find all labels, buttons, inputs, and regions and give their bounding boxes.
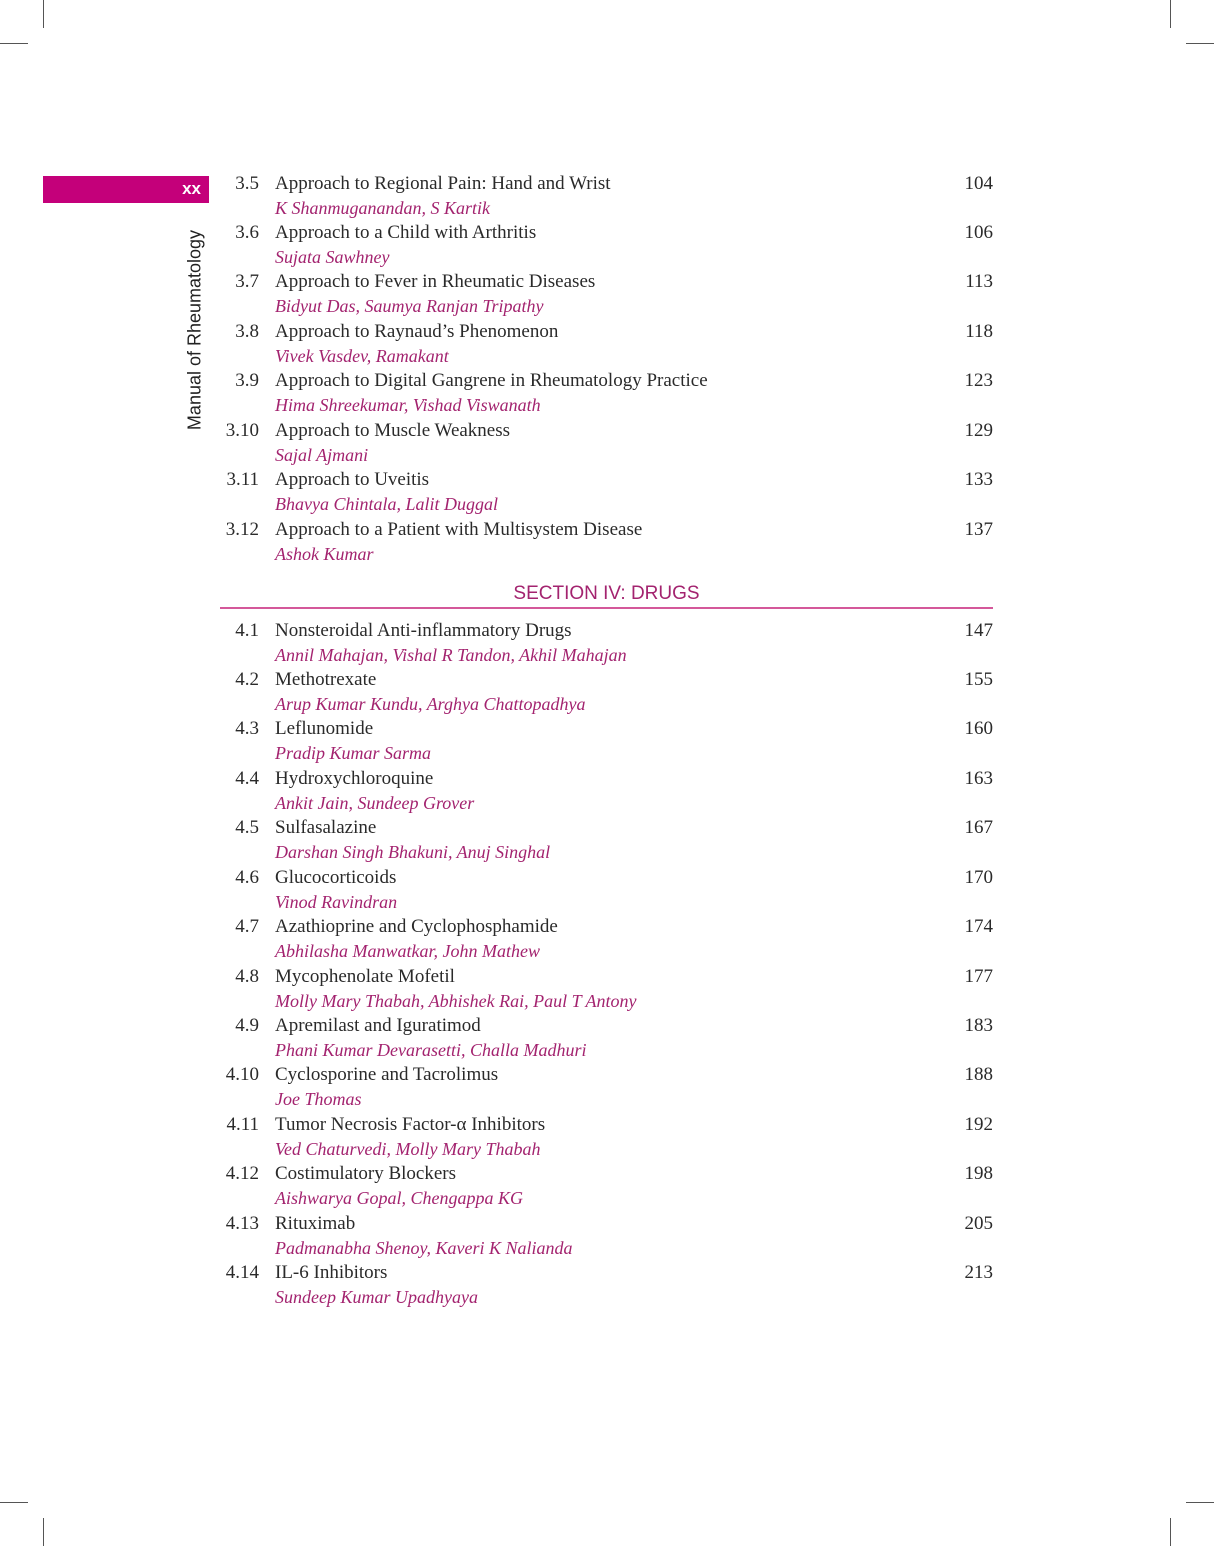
section-heading: SECTION IV: DRUGS xyxy=(513,583,700,604)
chapter-authors: Pradip Kumar Sarma xyxy=(275,743,432,764)
chapter-title: Hydroxychloroquine xyxy=(275,767,434,789)
toc-entry[interactable] xyxy=(220,766,993,815)
crop-mark xyxy=(1186,43,1214,44)
chapter-title: Nonsteroidal Anti-inflammatory Drugs xyxy=(275,619,572,641)
chapter-title: Approach to Digital Gangrene in Rheumatology Practice xyxy=(275,370,708,392)
chapter-number: 3.10 xyxy=(225,419,259,441)
toc-entry[interactable] xyxy=(220,914,993,963)
page-number: 183 xyxy=(964,1015,993,1036)
chapter-authors: Bhavya Chintala, Lalit Duggal xyxy=(275,494,498,515)
chapter-authors: Vivek Vasdev, Ramakant xyxy=(275,345,449,366)
page-number: 160 xyxy=(964,718,993,740)
page-number: 123 xyxy=(964,370,993,392)
toc-entry[interactable] xyxy=(220,319,993,368)
crop-mark xyxy=(43,1518,44,1546)
page-number: 170 xyxy=(964,866,993,888)
page-number: 133 xyxy=(964,469,993,491)
chapter-number: 3.5 xyxy=(235,172,259,194)
toc-entry[interactable] xyxy=(220,865,993,914)
chapter-number: 4.1 xyxy=(235,619,259,641)
chapter-title: Approach to Uveitis xyxy=(275,469,430,491)
chapter-number: 4.11 xyxy=(226,1113,259,1135)
chapter-title: Approach to Regional Pain: Hand and Wrist xyxy=(275,172,611,194)
chapter-number: 4.2 xyxy=(235,668,259,690)
chapter-title: Approach to Muscle Weakness xyxy=(275,419,511,441)
toc-entry[interactable] xyxy=(220,815,993,864)
chapter-number: 4.14 xyxy=(225,1262,259,1284)
page-number: 147 xyxy=(964,619,993,641)
chapter-authors: Abhilasha Manwatkar, John Mathew xyxy=(275,941,540,962)
page-number: 129 xyxy=(964,419,993,441)
crop-mark xyxy=(1170,0,1171,28)
chapter-title: Methotrexate xyxy=(275,668,377,690)
page-number: 104 xyxy=(964,172,993,194)
folio-tab xyxy=(43,176,209,203)
chapter-authors: Ankit Jain, Sundeep Grover xyxy=(275,792,475,813)
chapter-number: 4.9 xyxy=(235,1015,259,1036)
chapter-authors: Hima Shreekumar, Vishad Viswanath xyxy=(275,395,541,416)
chapter-authors: K Shanmuganandan, S Kartik xyxy=(275,197,491,218)
chapter-title: Rituximab xyxy=(275,1212,356,1234)
page-number: 205 xyxy=(964,1212,993,1234)
toc-entry[interactable] xyxy=(220,269,993,318)
toc-entry[interactable] xyxy=(220,418,993,467)
chapter-number: 4.6 xyxy=(235,866,259,888)
chapter-title: Mycophenolate Mofetil xyxy=(275,965,455,987)
chapter-title: Sulfasalazine xyxy=(275,817,377,839)
toc-section-3 xyxy=(220,171,993,567)
chapter-number: 4.8 xyxy=(235,965,259,987)
chapter-title: Approach to Fever in Rheumatic Diseases xyxy=(275,271,596,293)
chapter-authors: Sujata Sawhney xyxy=(275,246,390,267)
chapter-number: 4.3 xyxy=(235,718,259,740)
toc-entry[interactable] xyxy=(220,467,993,516)
chapter-title: IL-6 Inhibitors xyxy=(275,1262,388,1284)
chapter-number: 4.4 xyxy=(235,767,259,789)
chapter-title: Glucocorticoids xyxy=(275,866,397,888)
page-number: 192 xyxy=(964,1113,993,1135)
chapter-number: 3.11 xyxy=(226,469,259,491)
chapter-authors: Darshan Singh Bhakuni, Anuj Singhal xyxy=(275,842,551,863)
toc-entry[interactable] xyxy=(220,171,993,220)
page-number: 177 xyxy=(964,965,993,987)
chapter-number: 3.8 xyxy=(235,320,259,342)
chapter-title: Leflunomide xyxy=(275,718,374,740)
chapter-number: 4.13 xyxy=(225,1212,259,1234)
chapter-authors: Sundeep Kumar Upadhyaya xyxy=(275,1287,478,1308)
page-number: 167 xyxy=(964,817,993,839)
toc-entry[interactable] xyxy=(220,1112,993,1161)
chapter-title: Azathioprine and Cyclophosphamide xyxy=(275,916,558,938)
crop-mark xyxy=(1186,1502,1214,1503)
chapter-authors: Arup Kumar Kundu, Arghya Chattopadhya xyxy=(275,693,586,714)
page-number: 113 xyxy=(965,271,993,293)
page-number: 137 xyxy=(964,518,993,540)
chapter-number: 3.9 xyxy=(235,370,259,392)
chapter-number: 4.7 xyxy=(235,916,259,938)
chapter-authors: Joe Thomas xyxy=(275,1089,362,1110)
chapter-authors: Bidyut Das, Saumya Ranjan Tripathy xyxy=(275,296,544,317)
chapter-authors: Aishwarya Gopal, Chengappa KG xyxy=(275,1188,524,1209)
chapter-authors: Ved Chaturvedi, Molly Mary Thabah xyxy=(275,1138,541,1159)
toc-entry[interactable] xyxy=(220,1211,993,1260)
page-number: 213 xyxy=(964,1262,993,1284)
chapter-title: Costimulatory Blockers xyxy=(275,1163,457,1185)
toc-entry[interactable] xyxy=(220,220,993,269)
chapter-authors: Ashok Kumar xyxy=(275,543,374,564)
chapter-authors: Vinod Ravindran xyxy=(275,891,398,912)
toc-entry[interactable] xyxy=(220,716,993,765)
chapter-title: Approach to a Child with Arthritis xyxy=(275,221,537,243)
page-folio: xx xyxy=(182,179,201,198)
chapter-number: 4.10 xyxy=(225,1064,259,1086)
crop-mark xyxy=(0,1502,28,1503)
crop-mark xyxy=(43,0,44,28)
page-number: 106 xyxy=(964,221,993,243)
chapter-number: 3.7 xyxy=(235,271,259,293)
page-number: 198 xyxy=(964,1163,993,1185)
toc-entry[interactable] xyxy=(220,1013,993,1062)
toc-entry[interactable] xyxy=(220,667,993,716)
chapter-number: 4.5 xyxy=(235,817,259,839)
toc-entry[interactable] xyxy=(220,1062,993,1111)
crop-mark xyxy=(0,43,28,44)
page-number: 118 xyxy=(965,320,993,342)
chapter-title: Approach to a Patient with Multisystem Disease xyxy=(275,518,643,540)
page-number: 174 xyxy=(964,916,993,938)
chapter-number: 3.6 xyxy=(235,221,259,243)
chapter-title: Approach to Raynaud’s Phenomenon xyxy=(275,320,559,342)
chapter-number: 3.12 xyxy=(225,518,259,540)
toc-entry[interactable] xyxy=(220,964,993,1013)
chapter-number: 4.12 xyxy=(225,1163,259,1185)
chapter-authors: Padmanabha Shenoy, Kaveri K Nalianda xyxy=(275,1237,573,1258)
toc-entry[interactable] xyxy=(220,1260,993,1309)
chapter-title: Cyclosporine and Tacrolimus xyxy=(275,1064,499,1086)
chapter-title: Tumor Necrosis Factor-α Inhibitors xyxy=(275,1113,546,1135)
toc-entry[interactable] xyxy=(220,1161,993,1210)
page-number: 163 xyxy=(964,767,993,789)
page-number: 155 xyxy=(964,668,993,690)
chapter-title: Apremilast and Iguratimod xyxy=(275,1015,481,1036)
running-title: Manual of Rheumatology xyxy=(184,229,205,431)
chapter-authors: Sajal Ajmani xyxy=(275,444,369,465)
toc-section-4 xyxy=(220,618,993,1310)
toc-entry[interactable] xyxy=(220,517,993,566)
section-divider xyxy=(220,607,993,609)
chapter-authors: Phani Kumar Devarasetti, Challa Madhuri xyxy=(275,1040,587,1060)
page-number: 188 xyxy=(964,1064,993,1086)
toc-entry[interactable] xyxy=(220,618,993,667)
chapter-authors: Molly Mary Thabah, Abhishek Rai, Paul T Antony xyxy=(275,990,637,1011)
chapter-authors: Annil Mahajan, Vishal R Tandon, Akhil Mahajan xyxy=(275,644,627,665)
toc-entry[interactable] xyxy=(220,368,993,417)
crop-mark xyxy=(1170,1518,1171,1546)
